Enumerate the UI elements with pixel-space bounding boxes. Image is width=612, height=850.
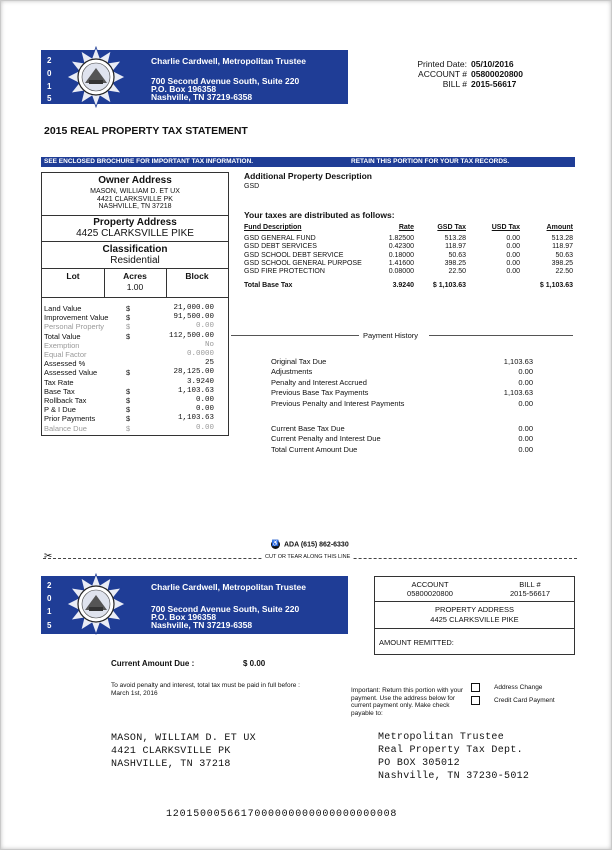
table-cell: GSD FIRE PROTECTION — [244, 268, 325, 276]
payment-row: Total Current Amount Due 0.00 — [271, 444, 533, 454]
table-cell: 398.25 — [444, 259, 466, 267]
scissors-icon: ✂ — [44, 551, 53, 562]
property-info-box — [41, 172, 229, 436]
table-header: Amount — [546, 224, 573, 231]
lot-label: Lot — [66, 271, 80, 281]
remit-mailing-address: Metropolitan Trustee Real Property Tax Dept. PO BOX 305012 Nashville, TN 37230-5012 — [378, 732, 530, 782]
property-address-heading: Property Address — [93, 217, 177, 228]
table-header: Rate — [398, 224, 414, 231]
table-cell: 0.08000 — [388, 268, 414, 276]
valuation-row: Improvement Value $ 91,500.00 — [44, 313, 214, 323]
block-label: Block — [185, 271, 209, 281]
valuation-row: Rollback Tax $ 0.00 — [44, 396, 214, 405]
header-band: 2 0 1 5 Charlie Cardwell, Metropolitan Trustee 700 Second Avenue South, Suite 220 P.O. Box 196358 Nashville, TN 37219-6358 — [41, 50, 348, 104]
credit-card-checkbox[interactable] — [471, 696, 480, 705]
table-cell: 0.00 — [506, 268, 520, 276]
stub-property: 4425 CLARKSVILLE PIKE — [430, 615, 519, 624]
current-due-amount: $ 0.00 — [243, 659, 266, 668]
property-address: 4425 CLARKSVILLE PIKE — [76, 228, 194, 239]
printed-date: 05/10/2016 — [471, 59, 514, 69]
trustee-address: 700 Second Avenue South, Suite 220 P.O. Box 196358 Nashville, TN 37219-6358 — [151, 76, 300, 102]
payment-row: Previous Penalty and Interest Payments 0.00 — [271, 398, 533, 408]
valuation-row: Assessed Value $ 28,125.00 — [44, 368, 214, 378]
acres-value: 1.00 — [126, 282, 144, 292]
stub-account: 05800020800 — [407, 589, 453, 598]
current-due-label: Current Amount Due : — [111, 659, 195, 668]
table-cell: 0.42300 — [388, 243, 414, 251]
table-cell: GSD GENERAL FUND — [244, 235, 316, 242]
table-cell: GSD SCHOOL GENERAL PURPOSE — [244, 259, 362, 267]
payment-history-label: Payment History — [363, 331, 419, 340]
table-header: GSD Tax — [437, 224, 466, 231]
stub-account-label: ACCOUNT — [411, 580, 449, 589]
table-cell: 0.00 — [506, 259, 520, 267]
stub-property-label: PROPERTY ADDRESS — [435, 605, 514, 614]
account-number: 05800020800 — [471, 69, 524, 79]
table-total-cell: 3.9240 — [392, 282, 414, 289]
bill-number: 2015-56617 — [471, 79, 517, 89]
valuation-row: Land Value $ 21,000.00 — [44, 304, 214, 313]
stub-bill-label: BILL # — [519, 580, 541, 589]
scan-line: 1201500056617000000000000000000008 — [166, 809, 398, 820]
table-header: Fund Description — [244, 224, 302, 231]
accessibility-icon: ♿ — [271, 541, 280, 547]
table-total-cell: $ 1,103.63 — [432, 282, 466, 289]
table-cell: 50.63 — [555, 251, 573, 259]
distribution-heading: Your taxes are distributed as follows: — [244, 210, 395, 220]
payment-row: Current Base Tax Due 0.00 — [271, 424, 533, 433]
additional-description: GSD — [244, 183, 260, 190]
table-cell: 22.50 — [555, 268, 573, 276]
table-header: USD Tax — [491, 224, 520, 231]
valuation-row: Equal Factor 0.0000 — [44, 350, 214, 359]
remittance-stub — [374, 576, 575, 655]
stub-bill: 2015-56617 — [509, 589, 551, 598]
valuation-row: P & I Due $ 0.00 — [44, 405, 214, 415]
metro-seal-icon — [65, 46, 127, 108]
table-cell: 0.00 — [506, 235, 520, 242]
return-instructions: Important: Return this portion with your payment. Use the address below for current payment only. Make check payable to: — [351, 687, 463, 717]
payment-row: Previous Base Tax Payments 1,103.63 — [271, 388, 533, 398]
owner-mailing-address: MASON, WILLIAM D. ET UX 4421 CLARKSVILLE PK NASHVILLE, TN 37218 — [111, 733, 256, 770]
valuation-row: Total Value $ 112,500.00 — [44, 331, 214, 341]
table-cell: 118.97 — [445, 243, 466, 251]
table-cell: 118.97 — [552, 243, 573, 251]
table-cell: 0.00 — [506, 243, 520, 251]
credit-card-label: Credit Card Payment — [494, 697, 555, 704]
owner-address-heading: Owner Address — [98, 175, 172, 186]
valuation-row: Personal Property $ 0.00 — [44, 322, 214, 332]
table-cell: 22.50 — [448, 268, 466, 276]
additional-description-heading: Additional Property Description — [244, 171, 372, 181]
stub-header-band: 2 0 1 5 Charlie Cardwell, Metropolitan Trustee 700 Second Avenue South, Suite 220 P.O. Box 196358 Nashville, TN 37219-6358 — [41, 576, 348, 634]
table-cell: 50.63 — [448, 251, 466, 259]
payment-row: Current Penalty and Interest Due 0.00 — [271, 434, 533, 444]
address-change-label: Address Change — [494, 684, 543, 691]
table-cell: 513.28 — [551, 235, 573, 242]
valuation-row: Prior Payments $ 1,103.63 — [44, 414, 214, 424]
payment-row: Adjustments 0.00 — [271, 367, 533, 377]
address-change-checkbox[interactable] — [471, 683, 480, 692]
cut-label: CUT OR TEAR ALONG THIS LINE — [265, 554, 351, 560]
classification-heading: Classification — [102, 244, 168, 255]
deadline-notice: To avoid penalty and interest, total tax must be paid in full before : March 1st, 2016 — [111, 682, 300, 697]
info-stripe: SEE ENCLOSED BROCHURE FOR IMPORTANT TAX INFORMATION. RETAIN THIS PORTION FOR YOUR TAX RECORDS. — [41, 157, 575, 167]
owner-address: MASON, WILLIAM D. ET UX 4421 CLARKSVILLE PK NASHVILLE, TN 37218 — [90, 188, 180, 210]
valuation-row: Exemption No — [44, 340, 214, 350]
table-cell: 0.00 — [506, 251, 520, 259]
table-total-cell: $ 1,103.63 — [539, 282, 573, 289]
table-total-cell: Total Base Tax — [244, 282, 293, 289]
table-cell: GSD SCHOOL DEBT SERVICE — [244, 251, 344, 259]
trustee-name: Charlie Cardwell, Metropolitan Trustee — [151, 56, 306, 66]
table-cell: 0.18000 — [388, 251, 414, 259]
valuation-row: Base Tax $ 1,103.63 — [44, 386, 214, 396]
valuation-row: Tax Rate 3.9240 — [44, 377, 214, 387]
ada-contact: ♿ ADA (615) 862-6330 — [271, 541, 349, 549]
table-cell: 1.82500 — [388, 235, 414, 242]
table-cell: 513.28 — [444, 235, 466, 242]
valuation-row: Balance Due $ 0.00 — [44, 423, 214, 433]
metro-seal-icon — [65, 573, 127, 635]
header-info: Printed Date: 05/10/2016 ACCOUNT # 05800020800 BILL # 2015-56617 — [417, 59, 524, 89]
table-cell: 1.41600 — [388, 259, 414, 267]
classification-value: Residential — [110, 255, 160, 266]
acres-label: Acres — [123, 271, 147, 281]
payment-row: Penalty and Interest Accrued 0.00 — [271, 377, 533, 387]
amount-remitted-label: AMOUNT REMITTED: — [379, 638, 454, 647]
table-cell: 398.25 — [551, 259, 573, 267]
valuation-row: Assessed % 25 — [44, 359, 214, 369]
statement-title: 2015 REAL PROPERTY TAX STATEMENT — [44, 125, 248, 137]
payment-row: Original Tax Due 1,103.63 — [271, 357, 533, 366]
table-cell: GSD DEBT SERVICES — [244, 243, 317, 251]
